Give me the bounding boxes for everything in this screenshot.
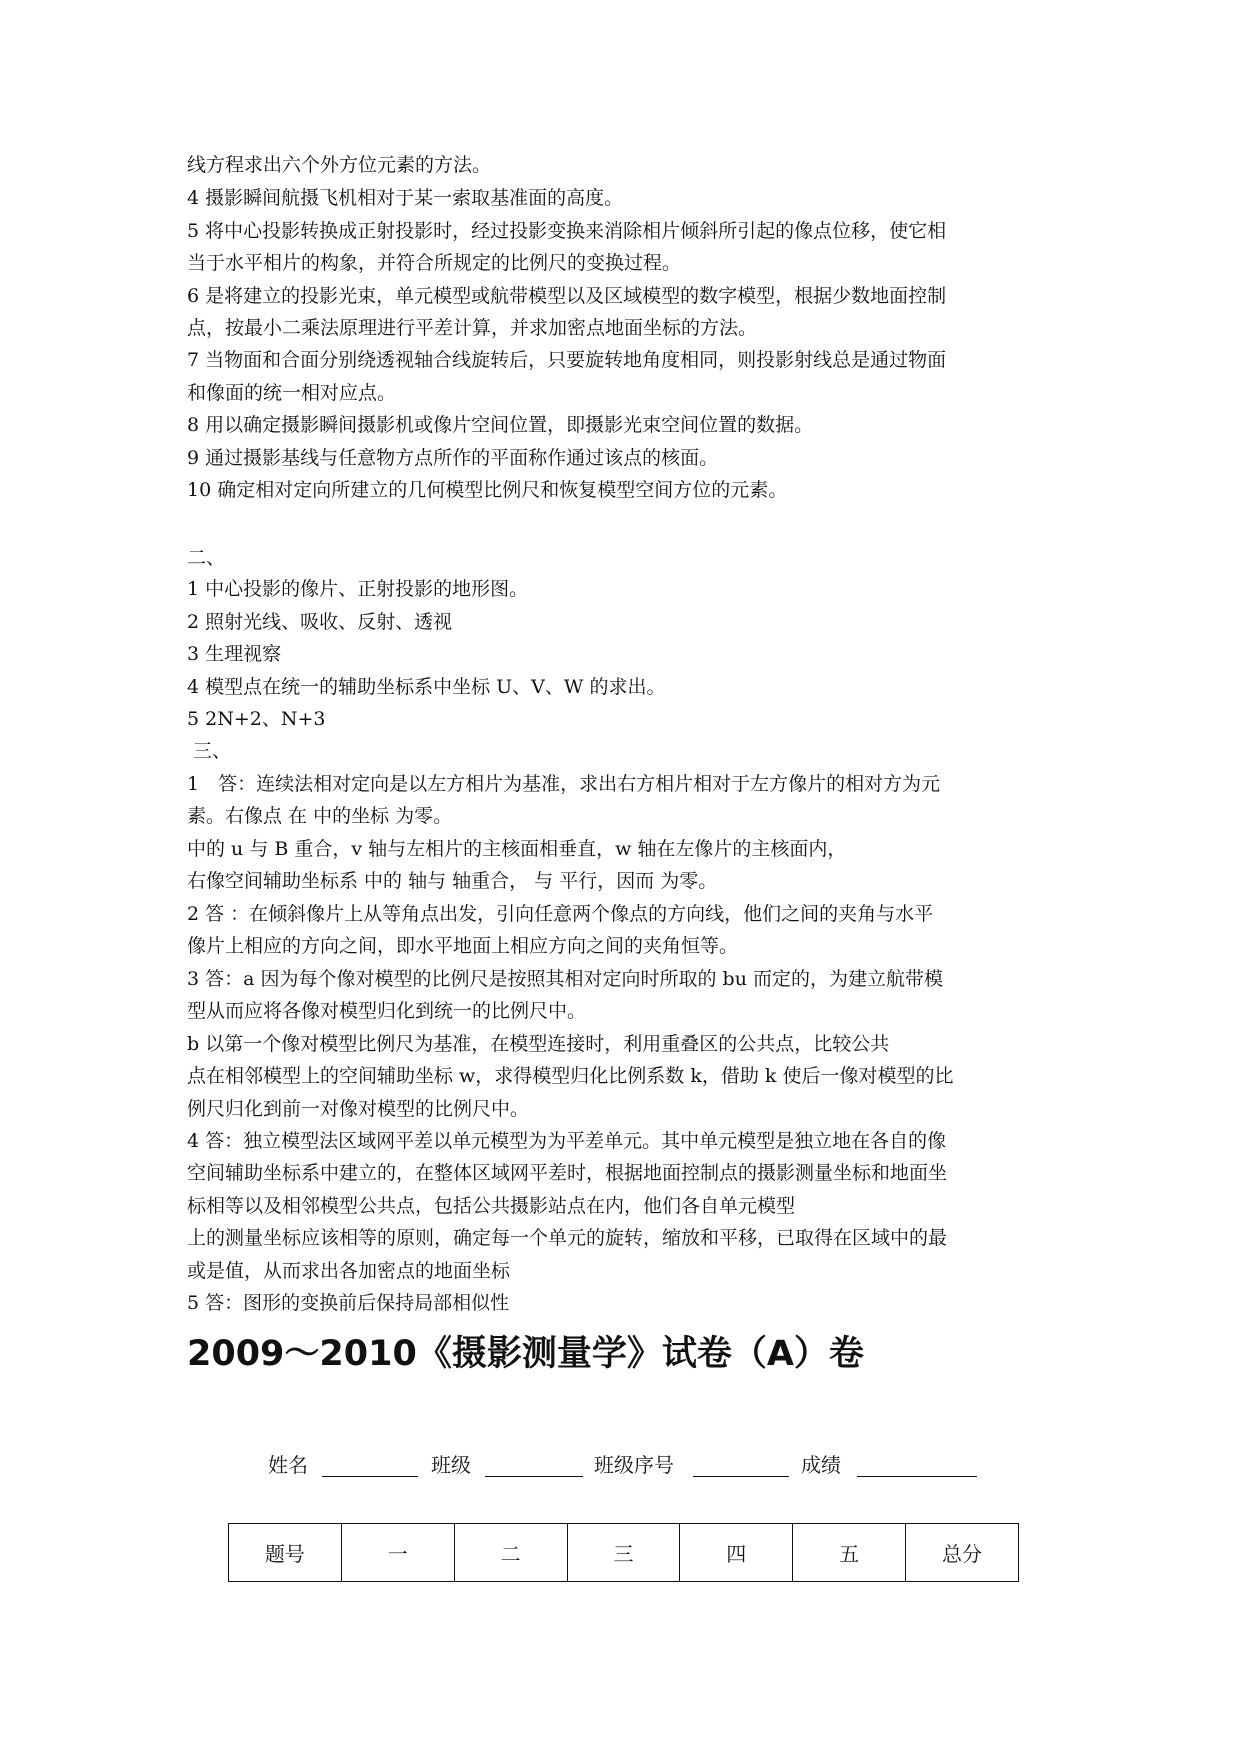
section3-line: 型从而应将各像对模型归化到统一的比例尺中。 [187,1000,587,1022]
section-heading: 二、 [187,547,226,569]
section3-line: 或是值，从而求出各加密点的地面坐标 [187,1260,511,1282]
table-cell-section-5: 五 [793,1524,906,1582]
section3-line: 2 答 ：在倾斜像片上从等角点出发，引向任意两个像点的方向线，他们之间的夹角与水平 [187,903,934,925]
table-cell-section-2: 二 [454,1524,567,1582]
score-blank[interactable] [857,1476,977,1477]
class-no-blank[interactable] [693,1476,789,1477]
score-table-header-row [229,1524,1019,1582]
section3-line: 5 答：图形的变换前后保持局部相似性 [187,1292,510,1314]
answer-line: 当于水平相片的构象，并符合所规定的比例尺的变换过程。 [187,252,682,274]
table-cell-section-1: 一 [341,1524,454,1582]
class-blank[interactable] [485,1476,583,1477]
answer-line: 7 当物面和合面分别绕透视轴合线旋转后，只要旋转地角度相同，则投影射线总是通过物面 [187,349,947,371]
answer-line: 9 通过摄影基线与任意物方点所作的平面称作通过该点的核面。 [187,447,719,469]
section3-line: 1 答：连续法相对定向是以左方相片为基准，求出右方相片相对于左方像片的相对方为元 [187,773,941,795]
answer-line: 6 是将建立的投影光束，单元模型或航带模型以及区域模型的数字模型，根据少数地面控制 [187,285,947,307]
section3-line: 3 答：a 因为每个像对模型的比例尺是按照其相对定向时所取的 bu 而定的，为建立航带模 [187,968,943,990]
exam-title: 2009～2010《摄影测量学》试卷（A）卷 [187,1334,864,1374]
section2-item: 3 生理视察 [187,643,282,665]
section2-item: 5 2N+2、N+3 [187,708,326,730]
class-label: 班级 [431,1453,471,1477]
section3-line: 右像空间辅助坐标系 中的 轴与 轴重合， 与 平行，因而 为零。 [187,870,718,892]
section3-line: 4 答：独立模型法区域网平差以单元模型为为平差单元。其中单元模型是独立地在各自的像 [187,1130,947,1152]
answer-line: 5 将中心投影转换成正射投影时，经过投影变换来消除相片倾斜所引起的像点位移，使它相 [187,220,947,242]
section2-item: 1 中心投影的像片、正射投影的地形图。 [187,578,529,600]
section3-line: 标相等以及相邻模型公共点，包括公共摄影站点在内，他们各自单元模型 [187,1195,796,1217]
score-label: 成绩 [801,1453,841,1477]
name-label: 姓名 [268,1453,308,1477]
answer-line: 线方程求出六个外方位元素的方法。 [187,154,492,176]
section3-line: 点在相邻模型上的空间辅助坐标 w，求得模型归化比例系数 k，借助 k 使后一像对模型的比 [187,1065,954,1087]
section3-line: 空间辅助坐标系中建立的，在整体区域网平差时，根据地面控制点的摄影测量坐标和地面坐 [187,1162,948,1184]
answer-line: 点，按最小二乘法原理进行平差计算，并求加密点地面坐标的方法。 [187,317,758,339]
section3-line: 素。右像点 在 中的坐标 为零。 [187,805,453,827]
section-heading: 三、 [193,740,232,762]
answer-line: 8 用以确定摄影瞬间摄影机或像片空间位置，即摄影光束空间位置的数据。 [187,414,814,436]
section3-line: 例尺归化到前一对像对模型的比例尺中。 [187,1098,530,1120]
table-cell-total: 总分 [906,1524,1019,1582]
class-no-label: 班级序号 [594,1453,674,1477]
name-blank[interactable] [322,1476,418,1477]
section3-line: 上的测量坐标应该相等的原则，确定每一个单元的旋转，缩放和平移，已取得在区域中的最 [187,1227,948,1249]
section3-line: 像片上相应的方向之间，即水平地面上相应方向之间的夹角恒等。 [187,935,739,957]
section2-item: 2 照射光线、吸收、反射、透视 [187,611,453,633]
answer-line: 10 确定相对定向所建立的几何模型比例尺和恢复模型空间方位的元素。 [187,479,788,501]
table-cell-section-4: 四 [680,1524,793,1582]
table-cell-question-no: 题号 [229,1524,342,1582]
section3-line: 中的 u 与 B 重合，v 轴与左相片的主核面相垂直，w 轴在左像片的主核面内， [187,838,847,860]
answer-line: 4 摄影瞬间航摄飞机相对于某一索取基准面的高度。 [187,187,624,209]
score-table [228,1523,1019,1582]
table-cell-section-3: 三 [567,1524,680,1582]
answer-line: 和像面的统一相对应点。 [187,382,397,404]
section2-item: 4 模型点在统一的辅助坐标系中坐标 U、V、W 的求出。 [187,676,666,698]
section3-line: b 以第一个像对模型比例尺为基准，在模型连接时，利用重叠区的公共点，比较公共 [187,1033,890,1055]
